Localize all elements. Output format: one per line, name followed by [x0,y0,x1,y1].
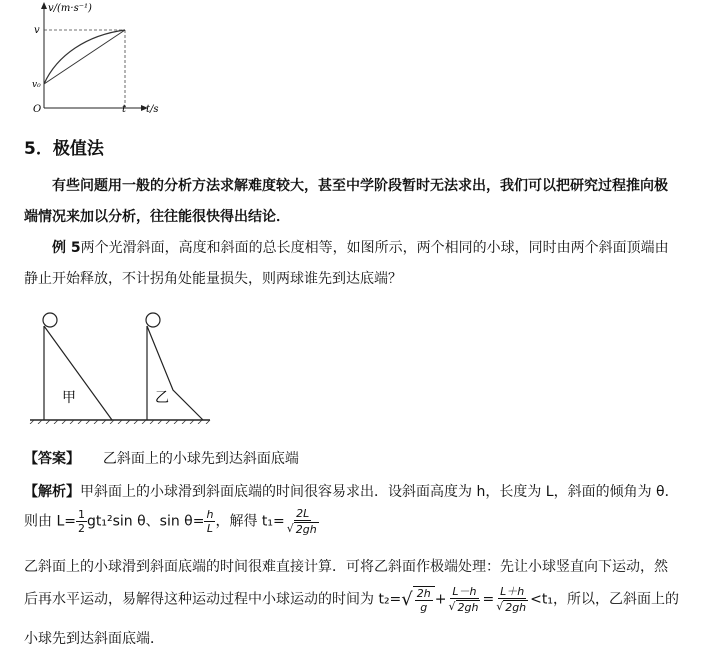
answer-tag: 【答案】 [24,451,80,467]
t-label: t [122,104,127,115]
sqrt-2h-over-g: √ $\frac{2h}{g}$ [401,586,434,613]
h-over-L-fraction: $\frac{h}{L}$ [206,508,214,535]
incline-b-label: 乙 [155,390,169,406]
half-fraction: $\frac{1}{2}$ [77,508,85,535]
section-heading: 5．极值法 [24,139,104,159]
third-fraction: L＋h √ 2gh [496,585,527,614]
example-line-1 [52,237,716,257]
intro-line-1: 有些问题用一般的分析方法求解难度较大，甚至中学阶段暂时无法求出，我们可以把研究过程推向极 [52,178,668,194]
incline-a-label: 甲 [62,390,76,406]
analysis-tag: 【解析】 [24,484,80,500]
example-label: 例 5 [52,240,81,256]
formula-solve: ，解得 t₁= [215,513,285,530]
intro-line-2: 端情况来加以分析，往往能很快得出结论． [24,209,290,225]
analysis-line-1 [24,481,696,501]
v-label: v [34,25,40,36]
analysis-text-1: 甲斜面上的小球滑到斜面底端的时间很容易求出．设斜面高度为 h，长度为 L，斜面的倾角为 θ． [80,484,679,500]
t2-conclusion: <t₁，所以，乙斜面上的 [530,591,679,608]
x-axis-label: t/s [146,104,159,115]
velocity-time-graph [22,0,172,118]
second-fraction: L－h √ 2gh [448,585,479,614]
answer-text: 乙斜面上的小球先到达斜面底端 [102,451,299,467]
example-line-2: 静止开始释放，不计拐角处能量损失，则两球谁先到达底端？ [24,271,402,287]
formula-lead: 则由 L= [24,513,76,530]
analysis-line-5: 小球先到达斜面底端． [24,631,164,647]
plus-sign: + [434,591,447,608]
t2-lead: 后再水平运动，易解得这种运动过程中小球运动的时间为 t₂= [24,591,402,608]
example-text-1: 两个光滑斜面，高度和斜面的总长度相等，如图所示，两个相同的小球，同时由两个斜面顶端由 [80,240,669,256]
equals-sign: = [482,591,495,608]
answer-line [24,448,696,468]
analysis-line-4 [24,586,696,613]
inclines-figure [26,306,216,424]
v0-label: v₀ [32,80,41,90]
formula-mid: gt₁²sin θ、sin θ= [86,513,205,530]
analysis-line-2 [24,508,696,535]
y-axis-label: v/(m·s⁻¹) [48,3,92,14]
t1-result-fraction: 2L √ 2gh [286,507,317,536]
origin-label: O [33,104,42,115]
analysis-line-3: 乙斜面上的小球滑到斜面底端的时间很难直接计算．可将乙斜面作极端处理：先让小球竖直向下运动，然 [24,559,668,575]
